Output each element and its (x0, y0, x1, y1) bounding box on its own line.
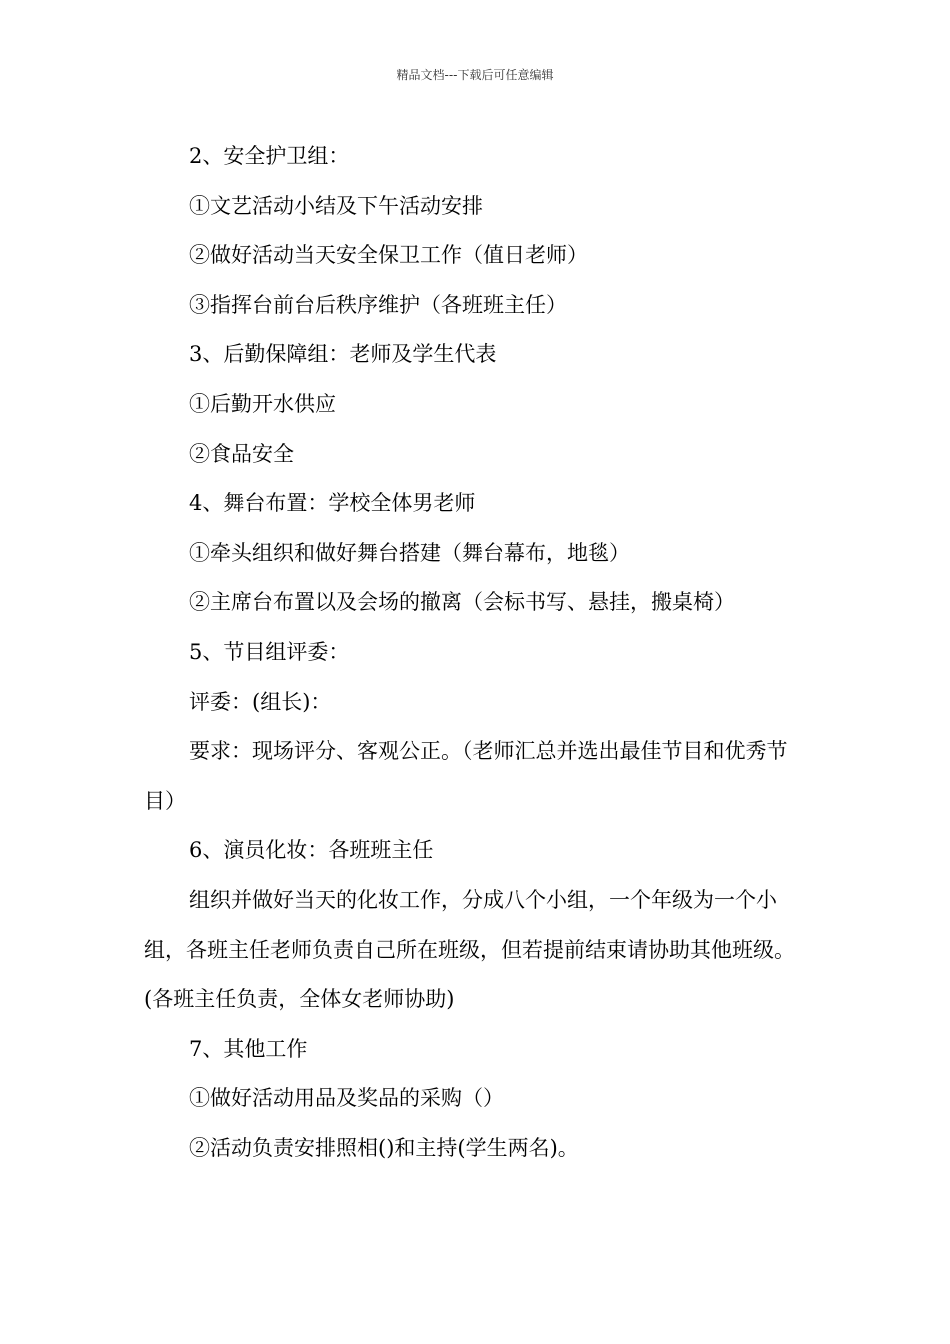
paragraph-other-work: 7、其他工作 (189, 1036, 308, 1061)
paragraph-item: ②做好活动当天安全保卫工作（值日老师） (189, 243, 588, 268)
paragraph-item: ②主席台布置以及会场的撤离（会标书写、悬挂，搬桌椅） (189, 590, 735, 615)
paragraph-item: ②食品安全 (189, 441, 294, 466)
paragraph-judges-group: 5、节目组评委： (189, 639, 350, 664)
paragraph-makeup-details: 组织并做好当天的化妆工作，分成八个小组，一个年级为一个小组，各班主任老师负责自己所在班级，但若提前结束请协助其他班级。 (144, 887, 795, 962)
paragraph-stage-group: 4、舞台布置：学校全体男老师 (189, 491, 476, 516)
paragraph-makeup-note: (各班主任负责，全体女老师协助) (144, 987, 455, 1012)
paragraph-security-group: 2、安全护卫组： (189, 144, 350, 168)
document-body (144, 132, 810, 1173)
paragraph-item: ①做好活动用品及奖品的采购（） (189, 1086, 504, 1111)
paragraph-makeup-group: 6、演员化妆：各班班主任 (189, 838, 434, 863)
paragraph-item: ①牵头组织和做好舞台搭建（舞台幕布，地毯） (189, 540, 630, 565)
paragraph-item: ③指挥台前台后秩序维护（各班班主任） (189, 292, 567, 317)
paragraph-item: 评委：(组长)： (189, 689, 332, 714)
paragraph-logistics-group: 3、后勤保障组：老师及学生代表 (189, 342, 497, 367)
page-header: 精品文档---下载后可任意编辑 (396, 68, 554, 82)
paragraph-item: ①文艺活动小结及下午活动安排 (189, 193, 483, 218)
paragraph-item: ①后勤开水供应 (189, 391, 336, 416)
paragraph-requirements: 要求：现场评分、客观公正。（老师汇总并选出最佳节目和优秀节目） (144, 739, 788, 813)
paragraph-item: ②活动负责安排照相()和主持(学生两名)。 (189, 1135, 579, 1160)
